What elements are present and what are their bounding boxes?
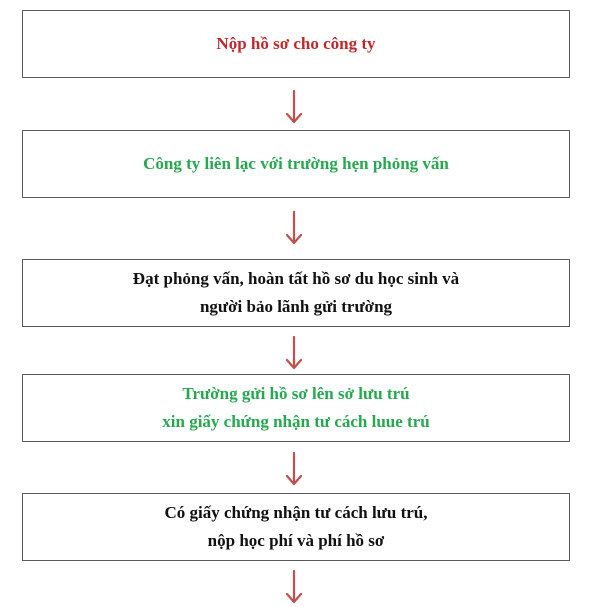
step-3-box <box>22 259 570 327</box>
step-2-box <box>22 130 570 198</box>
arrow-down-icon <box>286 336 302 370</box>
step-3-line-2: người bảo lãnh gửi trường <box>199 297 393 316</box>
step-5-box <box>22 493 570 561</box>
step-5-line-2: nộp học phí và phí hồ sơ <box>207 531 385 550</box>
step-4-box <box>22 374 570 442</box>
step-4-line-2: xin giấy chứng nhận tư cách luue trú <box>162 412 430 431</box>
step-1-box <box>22 10 570 78</box>
step-4-line-1: Trường gửi hồ sơ lên sở lưu trú <box>182 384 410 403</box>
arrow-down-icon <box>286 211 302 245</box>
arrow-down-icon <box>286 90 302 124</box>
step-5-line-1: Có giấy chứng nhận tư cách lưu trú, <box>164 503 428 522</box>
step-2-line-1: Công ty liên lạc với trường hẹn phỏng vấn <box>143 154 449 173</box>
step-1-line-1: Nộp hồ sơ cho công ty <box>216 34 376 53</box>
arrow-down-icon <box>286 570 302 604</box>
step-3-line-1: Đạt phỏng vấn, hoàn tất hồ sơ du học sinh và <box>132 269 460 288</box>
arrow-down-icon <box>286 452 302 486</box>
